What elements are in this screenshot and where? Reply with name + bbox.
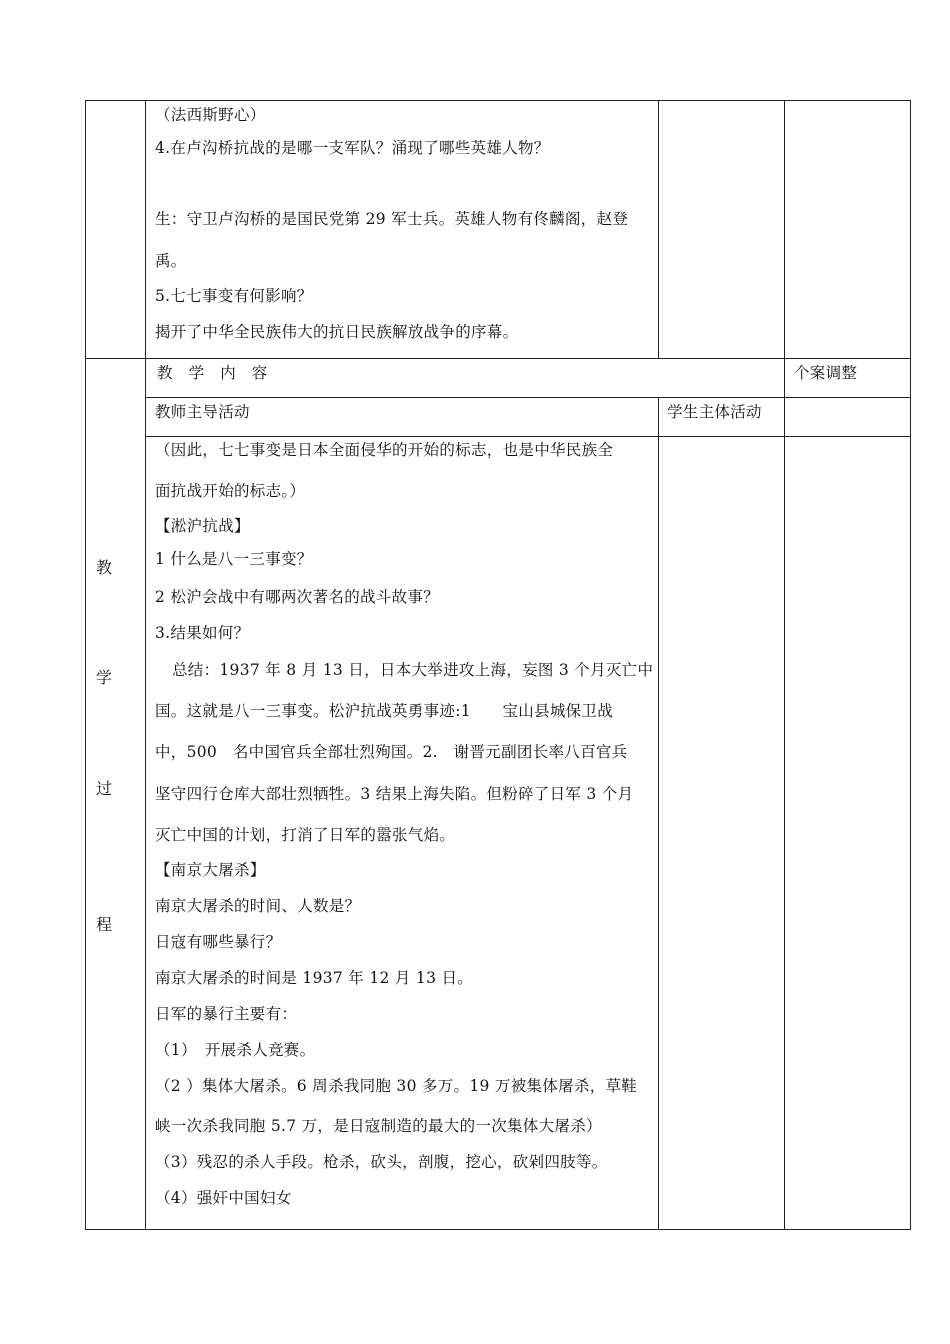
text-line: 2 松沪会战中有哪两次著名的战斗故事？	[155, 588, 439, 606]
header-teacher-activity: 教师主导活动	[155, 403, 250, 421]
text-line: 3.结果如何？	[155, 624, 250, 642]
side-label-char: 学	[96, 668, 113, 687]
text-line: 总结：1937 年 8 月 13 日，日本大举进攻上海，妄图 3 个月灭亡中	[172, 661, 654, 679]
table-divider-student-top	[658, 100, 659, 358]
text-line: （3）残忍的杀人手段。枪杀，砍头，剖腹，挖心，砍剁四肢等。	[155, 1153, 608, 1171]
table-row-divider-3	[145, 436, 911, 437]
section-heading: 【淞沪抗战】	[155, 517, 250, 535]
text-line: 中，500 名中国官兵全部壮烈殉国。2. 谢晋元副团长率八百官兵	[155, 743, 628, 761]
header-content: 教 学 内 容	[157, 364, 268, 382]
text-line: 峡一次杀我同胞 5.7 万，是日寇制造的最大的一次集体大屠杀）	[155, 1117, 602, 1135]
side-label-char: 程	[96, 915, 113, 934]
text-line: 坚守四行仓库大部壮烈牺牲。3 结果上海失陷。但粉碎了日军 3 个月	[155, 785, 634, 803]
table-border-right	[910, 100, 911, 1230]
text-line: （2 ）集体大屠杀。6 周杀我同胞 30 多万。19 万被集体屠杀，草鞋	[155, 1077, 638, 1095]
table-border-left	[85, 100, 86, 1230]
text-line: 面抗战开始的标志。）	[155, 482, 306, 500]
side-label-char: 教	[96, 558, 113, 577]
text-line: （4）强奸中国妇女	[155, 1189, 292, 1207]
table-divider-adjust	[784, 100, 785, 1230]
text-line: 南京大屠杀的时间、人数是？	[155, 897, 361, 915]
text-line: 禹。	[155, 252, 187, 270]
table-row-divider-2	[145, 397, 911, 398]
text-line: 5.七七事变有何影响？	[155, 287, 313, 305]
table-border-bottom	[85, 1229, 911, 1230]
side-label-char: 过	[96, 779, 113, 798]
header-adjust: 个案调整	[794, 364, 858, 382]
text-line: 日寇有哪些暴行？	[155, 933, 282, 951]
text-line: 日军的暴行主要有：	[155, 1005, 298, 1023]
text-line: （因此，七七事变是日本全面侵华的开始的标志，也是中华民族全	[155, 441, 614, 459]
table-divider-student-bottom	[658, 397, 659, 1230]
text-line: 4.在卢沟桥抗战的是哪一支军队？涌现了哪些英雄人物？	[155, 139, 550, 157]
table-row-divider-1	[85, 358, 911, 359]
text-line: 揭开了中华全民族伟大的抗日民族解放战争的序幕。	[155, 323, 519, 341]
text-line: （1） 开展杀人竞赛。	[155, 1041, 316, 1059]
table-border-top	[85, 100, 911, 101]
section-heading: 【南京大屠杀】	[155, 861, 266, 879]
table-divider-side	[145, 100, 146, 1230]
text-line: 灭亡中国的计划，打消了日军的嚣张气焰。	[155, 826, 456, 844]
text-line: （法西斯野心）	[155, 106, 266, 124]
text-line: 国。这就是八一三事变。松沪抗战英勇事迹:1 宝山县城保卫战	[155, 702, 614, 720]
text-line: 1 什么是八一三事变？	[155, 550, 313, 568]
text-line: 生：守卫卢沟桥的是国民党第 29 军士兵。英雄人物有佟麟阁，赵登	[155, 210, 629, 228]
header-student-activity: 学生主体活动	[667, 403, 762, 421]
text-line: 南京大屠杀的时间是 1937 年 12 月 13 日。	[155, 969, 474, 987]
